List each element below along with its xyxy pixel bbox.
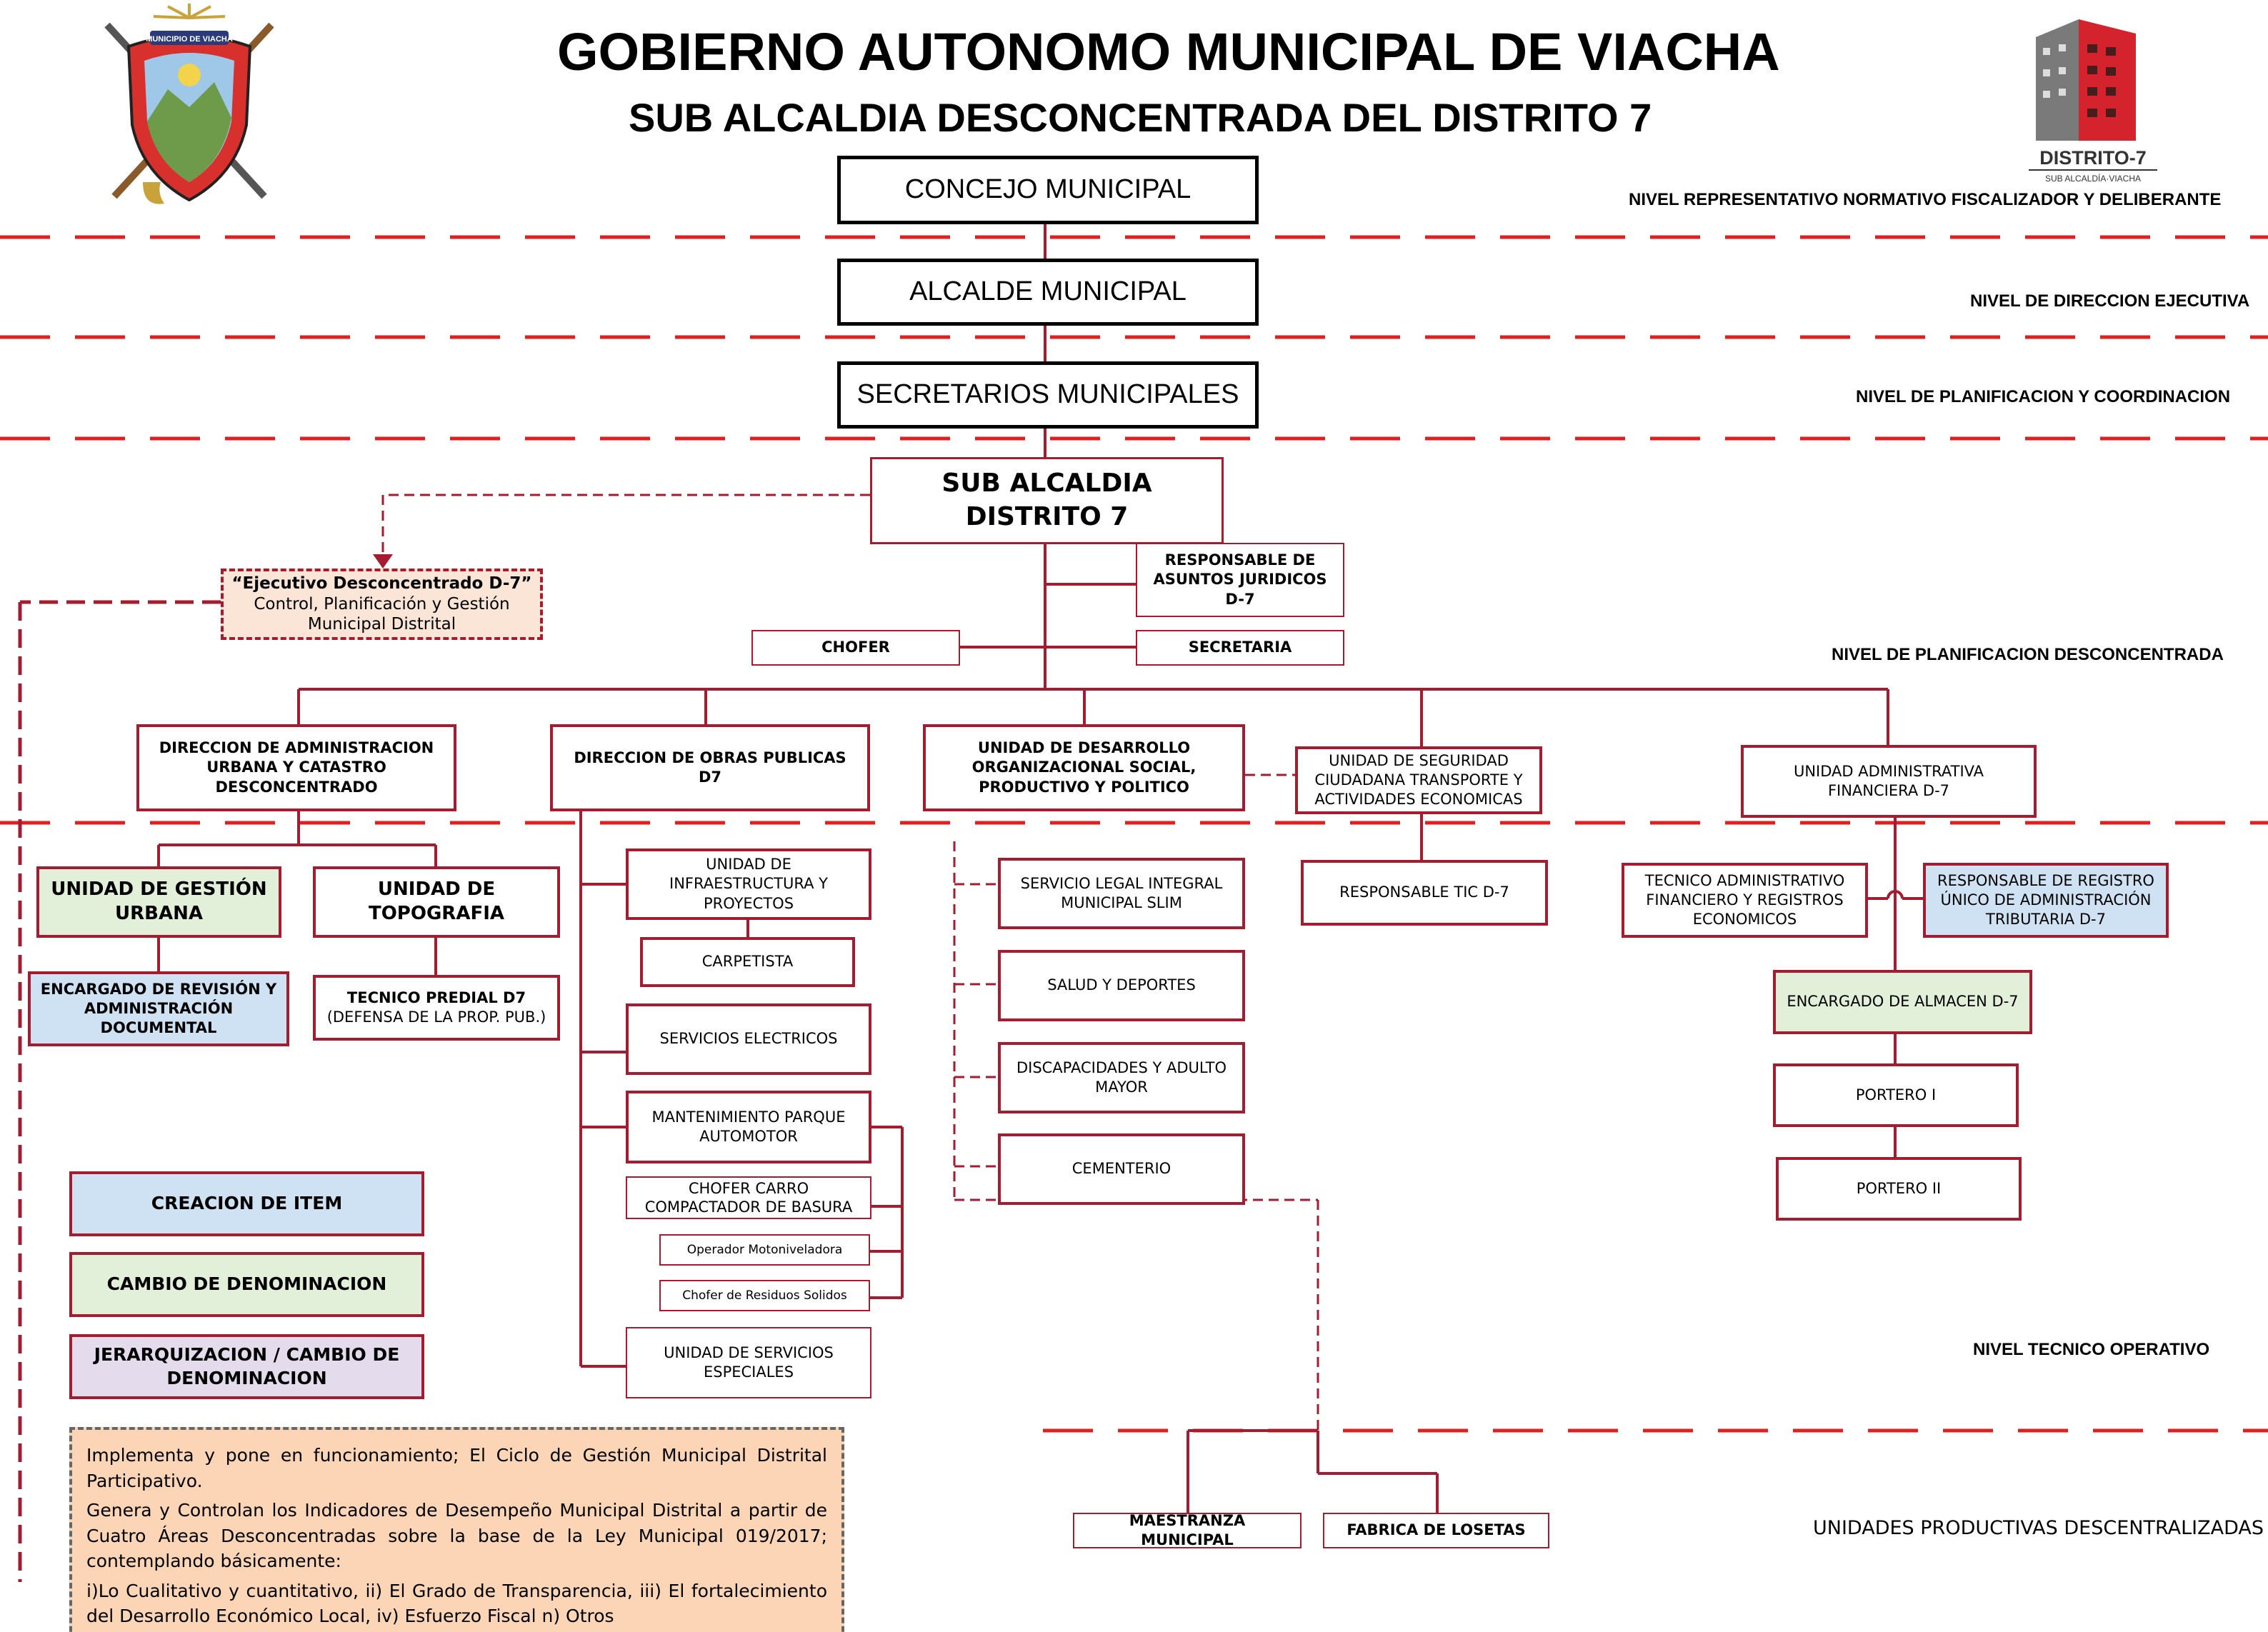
mantenimiento-parque-box: MANTENIMIENTO PARQUE AUTOMOTOR — [626, 1091, 871, 1163]
concejo-municipal-box: CONCEJO MUNICIPAL — [837, 156, 1259, 224]
logo-title: DISTRITO-7 — [2039, 147, 2147, 169]
unidad-topografia-box: UNIDAD DE TOPOGRAFIA — [313, 866, 560, 938]
operador-motoniveladora-box: Operador Motoniveladora — [659, 1234, 870, 1266]
distrito-7-building-logo — [2022, 9, 2164, 187]
alcalde-municipal-box: ALCALDE MUNICIPAL — [837, 259, 1259, 326]
tecnico-administrativo-box: TECNICO ADMINISTRATIVO FINANCIERO Y REGISTROS ECONOMICOS — [1622, 863, 1868, 938]
ejecutivo-title: “Ejecutivo Desconcentrado D-7” — [231, 574, 532, 593]
discapacidades-box: DISCAPACIDADES Y ADULTO MAYOR — [998, 1042, 1245, 1113]
tecnico-predial-line2: (DEFENSA DE LA PROP. PUB.) — [326, 1008, 546, 1026]
unidad-administrativa-financiera-box: UNIDAD ADMINISTRATIVA FINANCIERA D-7 — [1741, 745, 2037, 818]
legend-cambio-denominacion: CAMBIO DE DENOMINACION — [69, 1252, 424, 1317]
salud-deportes-box: SALUD Y DEPORTES — [998, 950, 1245, 1021]
direccion-obras-publicas-box: DIRECCION DE OBRAS PUBLICAS D7 — [550, 724, 870, 811]
level-label-representativo: NIVEL REPRESENTATIVO NORMATIVO FISCALIZADOR Y DELIBERANTE — [1629, 190, 2222, 209]
slim-box: SERVICIO LEGAL INTEGRAL MUNICIPAL SLIM — [998, 858, 1245, 929]
legend-creacion-item: CREACION DE ITEM — [69, 1171, 424, 1236]
note-paragraph-1: Implementa y pone en funcionamiento; El Ciclo de Gestión Municipal Distrital Participativo. — [86, 1445, 827, 1491]
logo-text: MUNICIPIO DE VIACHA — [146, 35, 233, 44]
asuntos-juridicos-box: RESPONSABLE DE ASUNTOS JURIDICOS D-7 — [1136, 543, 1344, 617]
page-subtitle: SUB ALCALDIA DESCONCENTRADA DEL DISTRITO 7 — [629, 95, 1652, 140]
encargado-almacen-box: ENCARGADO DE ALMACEN D-7 — [1773, 970, 2032, 1034]
level-label-planificacion: NIVEL DE PLANIFICACION Y COORDINACION — [1856, 387, 2231, 406]
logo-subtitle: SUB ALCALDÍA·VIACHA — [2044, 174, 2142, 184]
secretaria-box: SECRETARIA — [1136, 630, 1344, 666]
chofer-compactador-box: CHOFER CARRO COMPACTADOR DE BASURA — [626, 1176, 871, 1219]
fabrica-losetas-box: FABRICA DE LOSETAS — [1323, 1513, 1549, 1548]
secretarios-municipales-box: SECRETARIOS MUNICIPALES — [837, 361, 1259, 429]
responsable-registro-box: RESPONSABLE DE REGISTRO ÚNICO DE ADMINISTRACIÓN TRIBUTARIA D-7 — [1923, 863, 2169, 938]
level-label-productivas: UNIDADES PRODUCTIVAS DESCENTRALIZADAS — [1813, 1517, 2264, 1539]
carpetista-box: CARPETISTA — [640, 937, 855, 987]
sub-alcaldia-box — [870, 457, 1224, 544]
chofer-residuos-box: Chofer de Residuos Solidos — [659, 1280, 870, 1311]
encargado-revision-box: ENCARGADO DE REVISIÓN Y ADMINISTRACIÓN DOCUMENTAL — [28, 971, 289, 1046]
note-paragraph-3: i)Lo Cualitativo y cuantitativo, ii) El Grado de Transparencia, iii) El fortalecimiento del Desarrollo Económico Local, iv) Esfuerzo Fiscal n) Otros — [86, 1580, 827, 1626]
cementerio-box: CEMENTERIO — [998, 1133, 1245, 1205]
ejecutivo-line1: Control, Planificación y Gestión — [254, 594, 510, 614]
description-note — [69, 1427, 844, 1632]
servicios-electricos-box: SERVICIOS ELECTRICOS — [626, 1003, 871, 1075]
note-paragraph-2: Genera y Controlan los Indicadores de Desempeño Municipal Distrital a partir de Cuatro Áreas Desconcentradas sobre la base de la Ley Municipal 019/2017; contemplando básicamente: — [86, 1500, 827, 1571]
portero-1-box: PORTERO I — [1773, 1063, 2019, 1127]
legend-jerarquizacion: JERARQUIZACION / CAMBIO DE DENOMINACION — [69, 1334, 424, 1399]
ejecutivo-line2: Municipal Distrital — [307, 615, 456, 634]
ejecutivo-desconcentrado-box — [221, 569, 543, 640]
level-label-desconcentrada: NIVEL DE PLANIFICACION DESCONCENTRADA — [1832, 645, 2224, 664]
unidad-gestion-urbana-box: UNIDAD DE GESTIÓN URBANA — [36, 866, 281, 938]
sub-alcaldia-line1: SUB ALCALDIA — [941, 469, 1152, 499]
arrow-head-icon — [373, 554, 393, 569]
direccion-administracion-urbana-box: DIRECCION DE ADMINISTRACION URBANA Y CATASTRO DESCONCENTRADO — [136, 724, 456, 811]
portero-2-box: PORTERO II — [1776, 1157, 2022, 1221]
unidad-desarrollo-organizacional-box: UNIDAD DE DESARROLLO ORGANIZACIONAL SOCIAL, PRODUCTIVO Y POLITICO — [923, 724, 1245, 811]
unidad-infraestructura-box: UNIDAD DE INFRAESTRUCTURA Y PROYECTOS — [626, 848, 871, 920]
unidad-servicios-especiales-box: UNIDAD DE SERVICIOS ESPECIALES — [626, 1327, 871, 1398]
chofer-box: CHOFER — [751, 630, 960, 666]
level-label-tecnico: NIVEL TECNICO OPERATIVO — [1973, 1340, 2210, 1359]
unidad-seguridad-ciudadana-box: UNIDAD DE SEGURIDAD CIUDADANA TRANSPORTE Y ACTIVIDADES ECONOMICAS — [1295, 746, 1542, 814]
tecnico-predial-box — [313, 975, 560, 1041]
page-title: GOBIERNO AUTONOMO MUNICIPAL DE VIACHA — [557, 22, 1780, 81]
tecnico-predial-line1: TECNICO PREDIAL D7 — [346, 988, 526, 1006]
municipio-viacha-shield-logo — [100, 4, 279, 211]
sub-alcaldia-line2: DISTRITO 7 — [965, 502, 1129, 531]
responsable-tic-box: RESPONSABLE TIC D-7 — [1301, 860, 1548, 926]
level-label-direccion: NIVEL DE DIRECCION EJECUTIVA — [1970, 291, 2250, 311]
maestranza-municipal-box: MAESTRANZA MUNICIPAL — [1073, 1513, 1302, 1548]
